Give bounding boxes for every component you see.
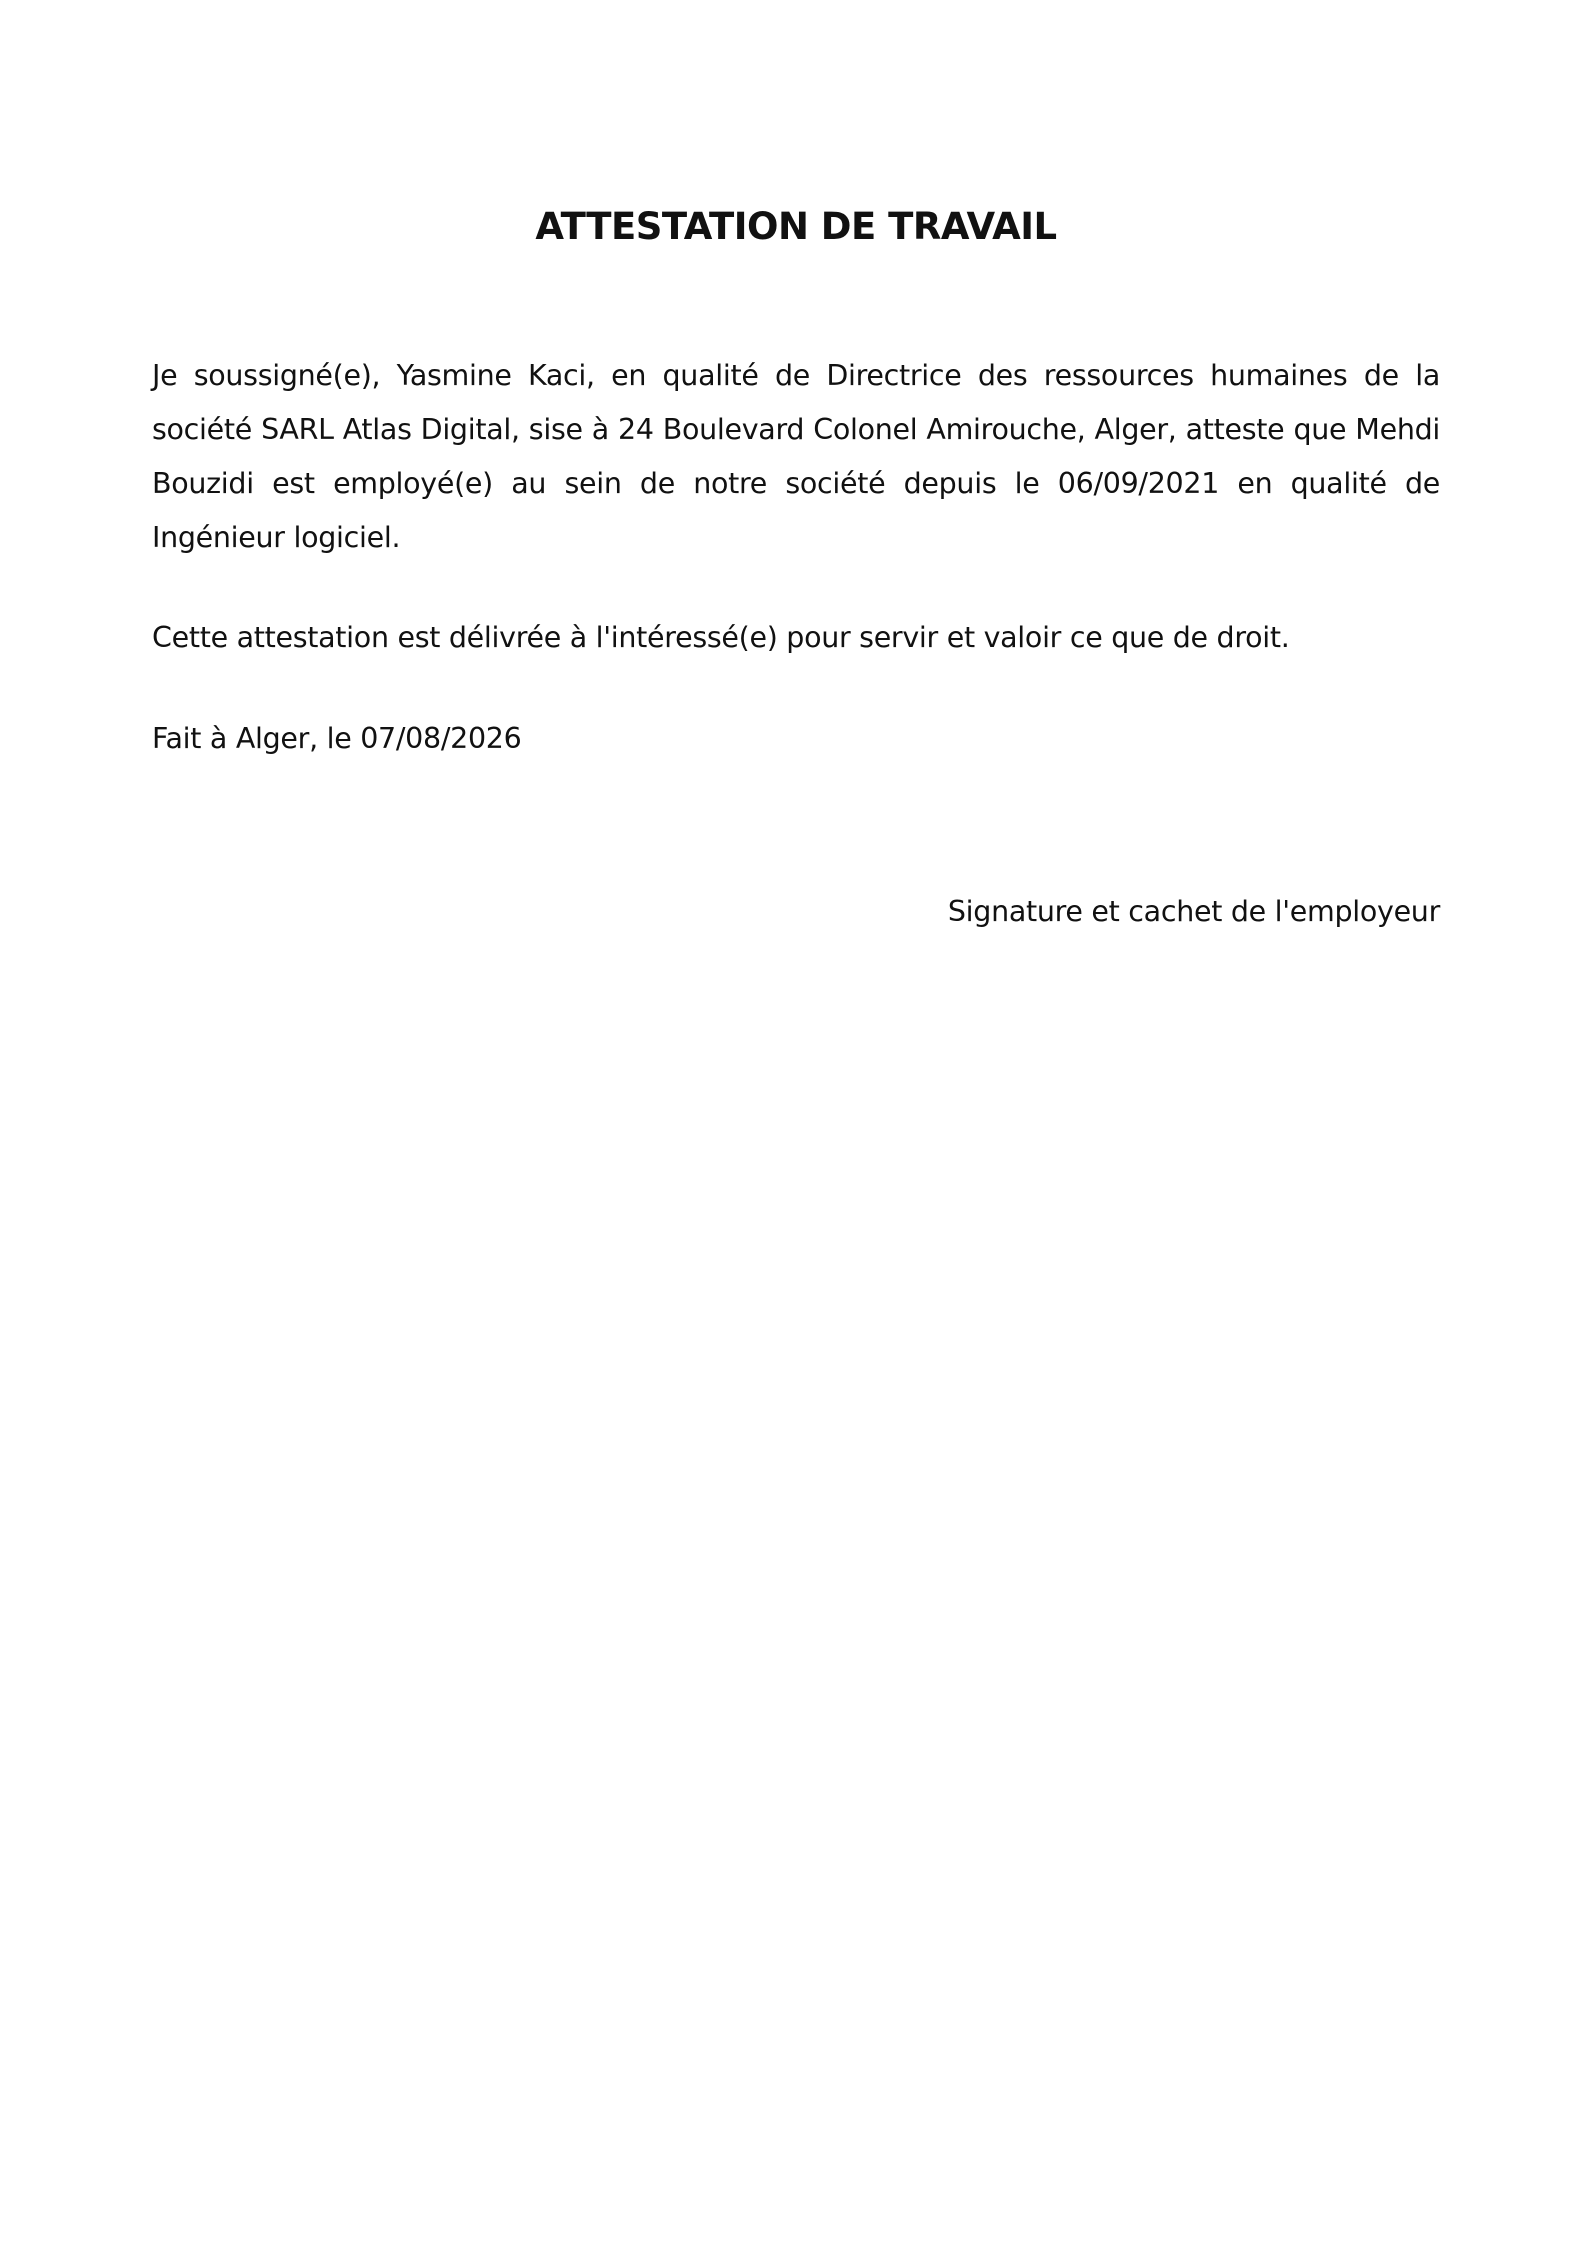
document-body bbox=[152, 200, 1440, 939]
purpose-statement: Cette attestation est délivrée à l'intéressé(e) pour servir et valoir ce que de droit. bbox=[152, 621, 1290, 654]
attestation-statement: Je soussigné(e), Yasmine Kaci, en qualité de Directrice des ressources humaines de la société SARL Atlas Digital, sise à 24 Boulevard Colonel Amirouche, Alger, atteste que Mehdi Bouzidi est employé(e) au sein de notre société depuis le 06/09/2021 en qualité de Ingénieur logiciel. bbox=[152, 359, 1440, 554]
document-title: ATTESTATION DE TRAVAIL bbox=[535, 205, 1057, 248]
signature-label: Signature et cachet de l'employeur bbox=[947, 895, 1440, 928]
place-and-date: Fait à Alger, le 07/08/2026 bbox=[152, 722, 522, 755]
